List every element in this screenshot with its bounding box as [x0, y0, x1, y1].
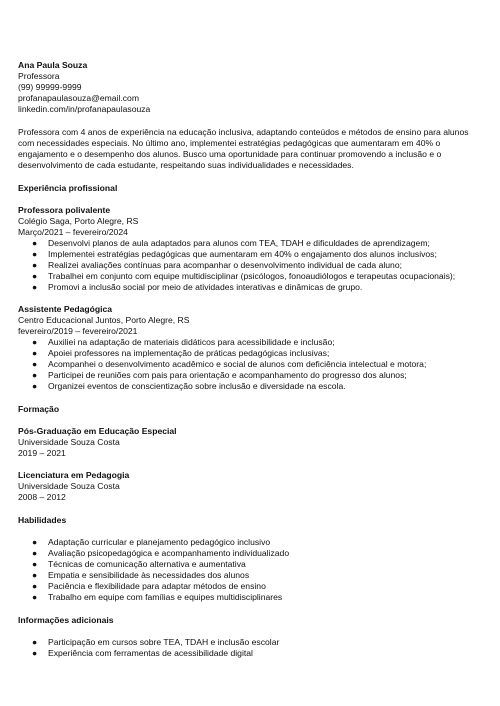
job-organization: Centro Educacional Juntos, Porto Alegre, RS: [18, 315, 190, 325]
job-position: Assistente Pedagógica: [18, 304, 113, 314]
education-school: Universidade Souza Costa: [18, 437, 120, 447]
education-period: 2008 – 2012: [18, 492, 66, 502]
bullet-icon: ●: [32, 537, 38, 547]
list-item: ● Promovi a inclusão social por meio de atividades interativas e dinâmicas de grupo.: [32, 282, 363, 292]
job-period: fevereiro/2019 – fevereiro/2021: [18, 326, 138, 336]
list-item: ● Avaliação psicopedagógica e acompanhamento individualizado: [32, 548, 290, 558]
resume-page: [18, 60, 484, 659]
experience-section-title: Experiência profissional: [18, 183, 118, 193]
list-item: ● Paciência e flexibilidade para adaptar métodos de ensino: [32, 581, 266, 591]
bullet-icon: ●: [32, 581, 38, 591]
list-item: ● Organizei eventos de conscientização sobre inclusão e diversidade na escola.: [32, 381, 346, 391]
bullet-icon: ●: [32, 370, 38, 380]
additional-info-list: [18, 637, 484, 659]
list-item: ● Trabalhei em conjunto com equipe multidisciplinar (psicólogos, fonoaudiólogos e terapeutas ocupacionais);: [32, 271, 456, 281]
job-responsibilities-list: [18, 337, 484, 392]
education-period: 2019 – 2021: [18, 448, 66, 458]
list-item: ● Auxiliei na adaptação de materiais didáticos para acessibilidade e inclusão;: [32, 337, 335, 347]
job-entry: [18, 205, 484, 293]
candidate-linkedin: linkedin.com/in/profanapaulasouza: [18, 104, 151, 114]
bullet-icon: ●: [32, 548, 38, 558]
job-period: Março/2021 – fevereiro/2024: [18, 227, 128, 237]
list-item: ● Desenvolvi planos de aula adaptados para alunos com TEA, TDAH e dificuldades de aprendizagem;: [32, 238, 430, 248]
resume-header: [18, 60, 484, 115]
bullet-icon: ●: [32, 238, 38, 248]
job-position: Professora polivalente: [18, 205, 111, 215]
bullet-icon: ●: [32, 648, 38, 658]
education-degree: Pós-Graduação em Educação Especial: [18, 426, 177, 436]
additional-section-title: Informações adicionais: [18, 615, 114, 625]
list-item: ● Apoiei professores na implementação de práticas pedagógicas inclusivas;: [32, 348, 330, 358]
job-organization: Colégio Saga, Porto Alegre, RS: [18, 216, 139, 226]
education-entry: [18, 426, 484, 459]
bullet-icon: ●: [32, 260, 38, 270]
list-item: ● Participação em cursos sobre TEA, TDAH e inclusão escolar: [32, 637, 280, 647]
job-entry: [18, 304, 484, 392]
bullet-icon: ●: [32, 282, 38, 292]
candidate-email: profanapaulasouza@email.com: [18, 93, 139, 103]
summary-paragraph: Professora com 4 anos de experiência na educação inclusiva, adaptando conteúdos e métodos de ensino para alunos com necessidades especiais. No último ano, implementei estratégias pedagógicas que aumentaram em 40% o engajamento e o desempenho dos alunos. Busco uma oportunidade para continuar promovendo a inclusão e o desenvolvimento de cada estudante, respeitando suas individualidades e necessidades.: [18, 127, 469, 170]
bullet-icon: ●: [32, 337, 38, 347]
education-school: Universidade Souza Costa: [18, 481, 120, 491]
list-item: ● Realizei avaliações contínuas para acompanhar o desenvolvimento individual de cada aluno;: [32, 260, 403, 270]
bullet-icon: ●: [32, 249, 38, 259]
skills-section-title: Habilidades: [18, 515, 67, 525]
bullet-icon: ●: [32, 348, 38, 358]
bullet-icon: ●: [32, 271, 38, 281]
job-responsibilities-list: [18, 238, 484, 293]
skills-list: [18, 537, 484, 603]
bullet-icon: ●: [32, 559, 38, 569]
candidate-name: Ana Paula Souza: [18, 60, 88, 70]
list-item: ● Participei de reuniões com pais para orientação e acompanhamento do progresso dos alunos;: [32, 370, 407, 380]
candidate-role: Professora: [18, 71, 60, 81]
education-section-title: Formação: [18, 404, 60, 414]
list-item: ● Acompanhei o desenvolvimento acadêmico e social de alunos com deficiência intelectual e motora;: [32, 359, 427, 369]
education-degree: Licenciatura em Pedagogia: [18, 470, 130, 480]
education-entry: [18, 470, 484, 503]
list-item: ● Implementei estratégias pedagógicas que aumentaram em 40% o engajamento dos alunos inclusivos;: [32, 249, 437, 259]
list-item: ● Experiência com ferramentas de acessibilidade digital: [32, 648, 253, 658]
list-item: ● Adaptação curricular e planejamento pedagógico inclusivo: [32, 537, 271, 547]
bullet-icon: ●: [32, 592, 38, 602]
candidate-phone: (99) 99999-9999: [18, 82, 82, 92]
bullet-icon: ●: [32, 637, 38, 647]
list-item: ● Técnicas de comunicação alternativa e aumentativa: [32, 559, 246, 569]
bullet-icon: ●: [32, 381, 38, 391]
bullet-icon: ●: [32, 570, 38, 580]
list-item: ● Trabalho em equipe com famílias e equipes multidisciplinares: [32, 592, 283, 602]
list-item: ● Empatia e sensibilidade às necessidades dos alunos: [32, 570, 250, 580]
bullet-icon: ●: [32, 359, 38, 369]
